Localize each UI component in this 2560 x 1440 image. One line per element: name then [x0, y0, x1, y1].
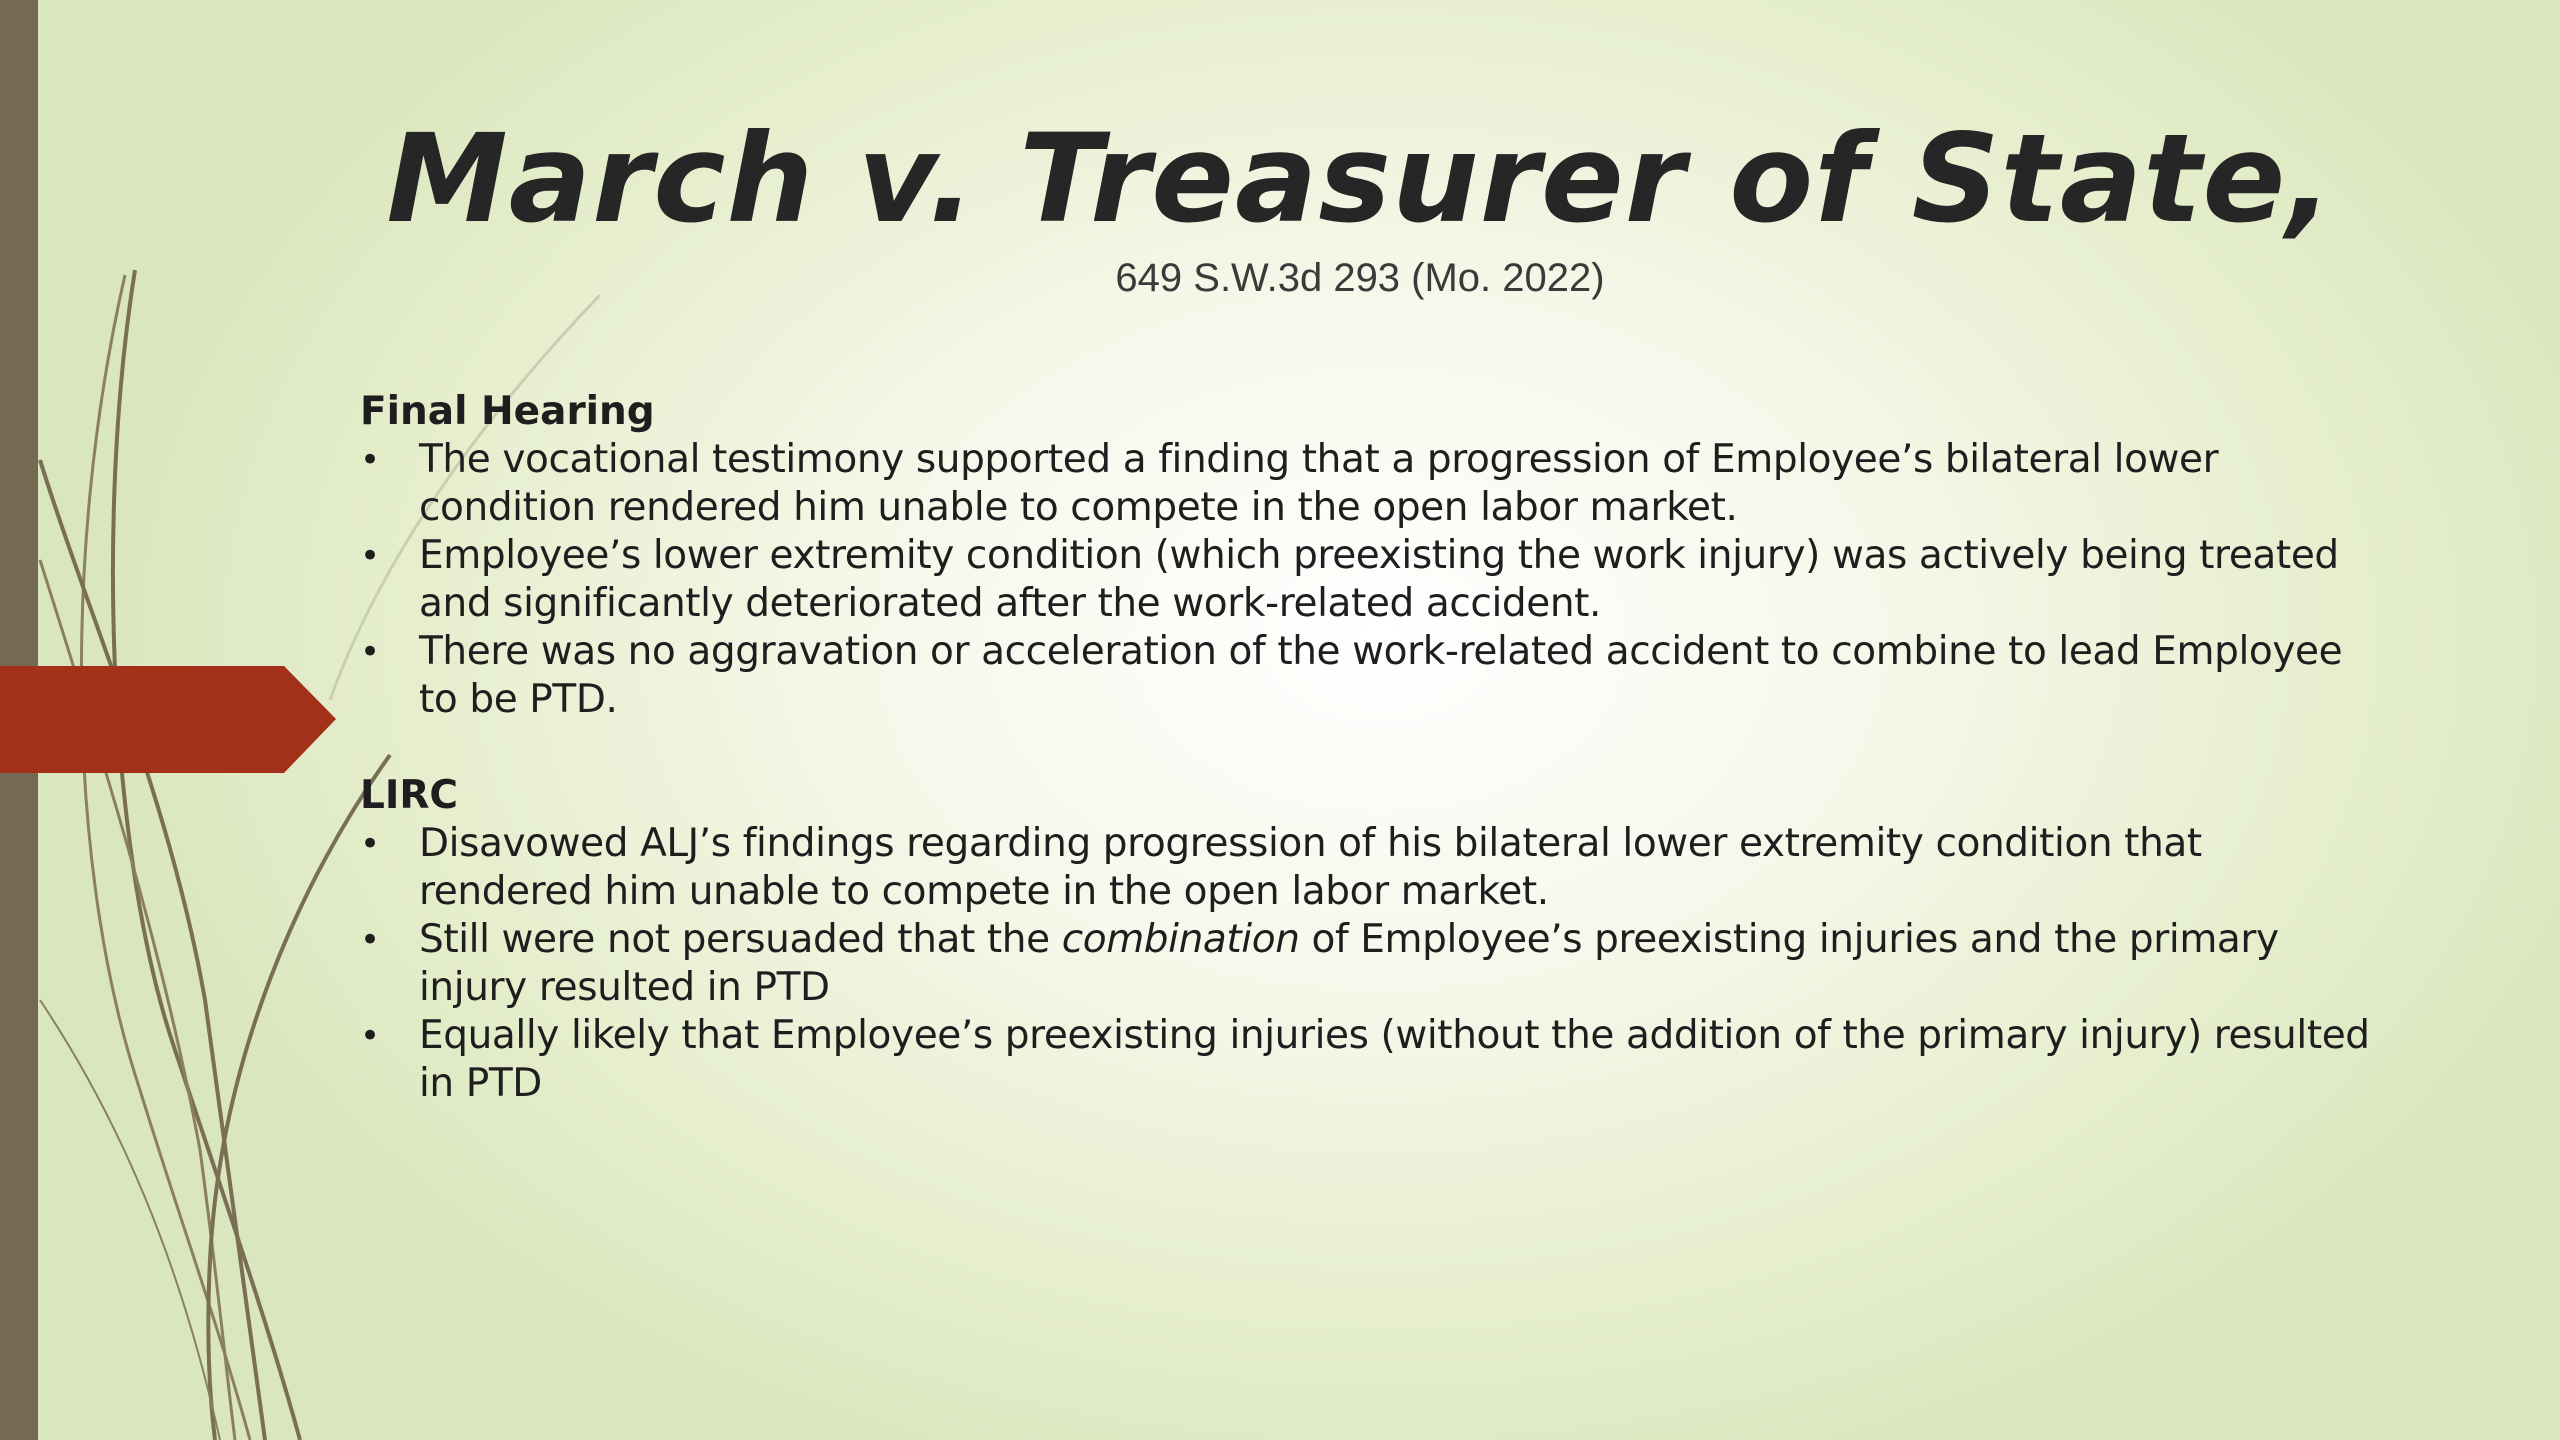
bullet-text: Equally likely that Employee’s preexisting injuries (without the addition of the primary injury) resulted in PTD [419, 1013, 2370, 1106]
bullet-icon: • [360, 440, 380, 480]
section-lirc [360, 772, 2370, 1108]
bullet-item [360, 532, 2370, 628]
bullet-list [360, 820, 2370, 1108]
bullet-text-part: Still were not persuaded that the [419, 917, 1062, 962]
bullet-item [360, 628, 2370, 724]
bullet-text: The vocational testimony supported a finding that a progression of Employee’s bilateral lower condition rendered him unable to compete in the open labor market. [419, 437, 2219, 530]
bullet-list [360, 436, 2370, 724]
case-citation: 649 S.W.3d 293 (Mo. 2022) [1115, 256, 1605, 300]
bullet-icon: • [360, 1016, 380, 1056]
bullet-text [419, 917, 2279, 1010]
bullet-icon: • [360, 536, 380, 576]
section-heading: LIRC [360, 773, 459, 818]
bullet-text: Disavowed ALJ’s findings regarding progression of his bilateral lower extremity condition that rendered him unable to compete in the open labor market. [419, 821, 2202, 914]
red-arrow-marker [0, 666, 336, 773]
bullet-icon: • [360, 824, 380, 864]
bullet-item [360, 820, 2370, 916]
slide-content [360, 388, 2370, 1108]
emphasis-text: combination [1061, 917, 1300, 962]
bullet-text-part: of Employee’s preexisting injuries and the primary injury resulted in PTD [419, 917, 2279, 1010]
bullet-item [360, 916, 2370, 1012]
bullet-text: Employee’s lower extremity condition (which preexisting the work injury) was actively being treated and significantly deteriorated after the work-related accident. [419, 533, 2339, 626]
slide-title: March v. Treasurer of State, [386, 108, 2334, 250]
bullet-icon: • [360, 632, 380, 672]
bullet-item [360, 1012, 2370, 1108]
bullet-item [360, 436, 2370, 532]
bullet-text: There was no aggravation or acceleration of the work-related accident to combine to lead Employee to be PTD. [419, 629, 2343, 722]
section-final-hearing [360, 388, 2370, 724]
section-heading: Final Hearing [360, 389, 655, 434]
bullet-icon: • [360, 920, 380, 960]
